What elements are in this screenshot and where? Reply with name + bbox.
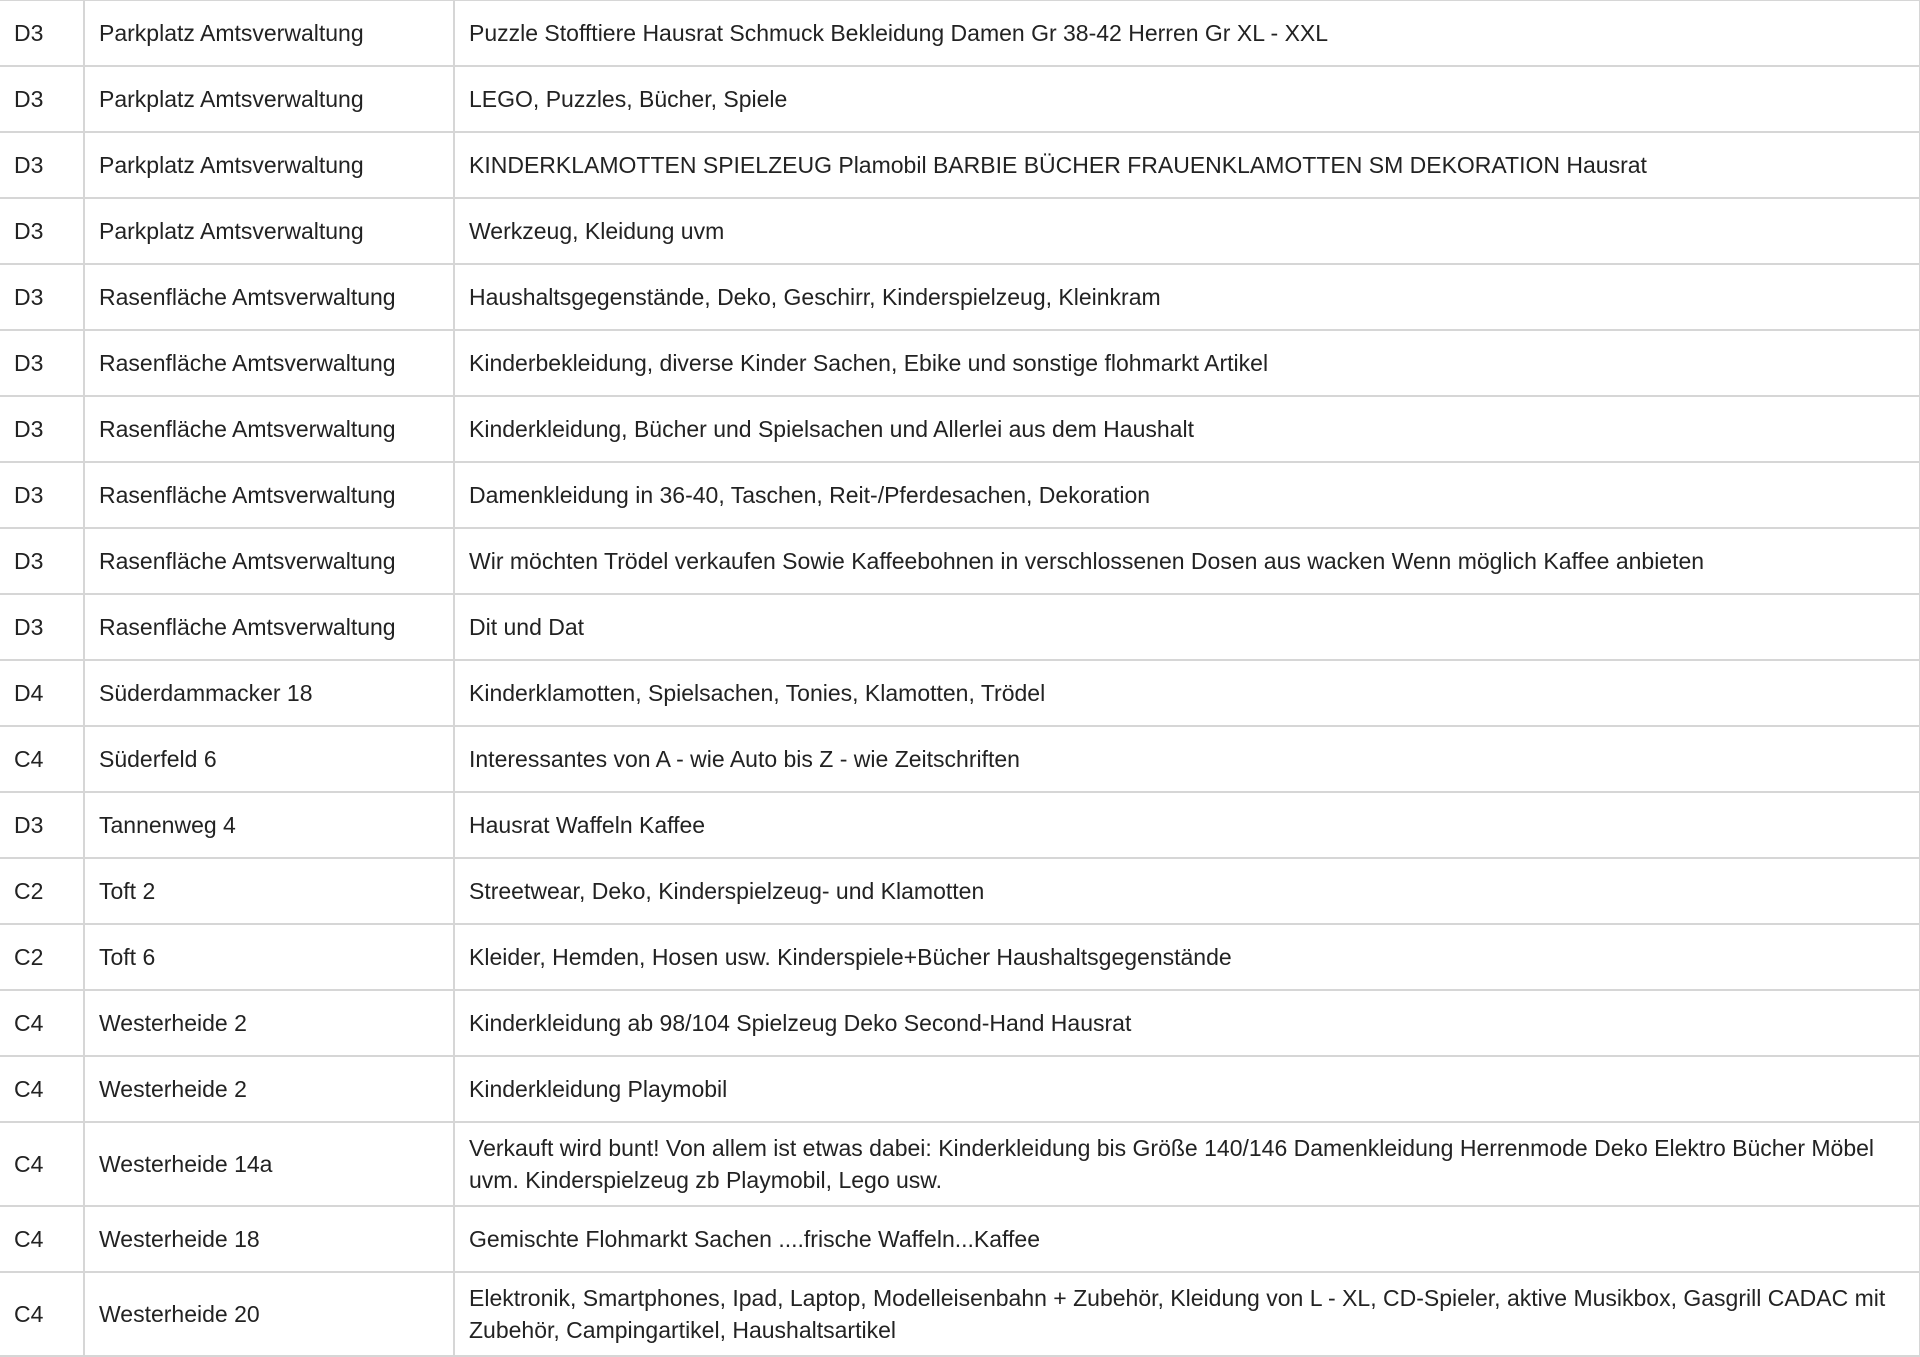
table-row — [0, 528, 1920, 594]
location-cell: Westerheide 14a — [84, 1122, 454, 1206]
items-cell: Puzzle Stofftiere Hausrat Schmuck Bekleidung Damen Gr 38-42 Herren Gr XL - XXL — [454, 0, 1920, 66]
sector-cell: D3 — [0, 0, 84, 66]
table-row — [0, 1272, 1920, 1356]
items-cell: Interessantes von A - wie Auto bis Z - wie Zeitschriften — [454, 726, 1920, 792]
items-cell: Damenkleidung in 36-40, Taschen, Reit-/Pferdesachen, Dekoration — [454, 462, 1920, 528]
table-row — [0, 594, 1920, 660]
table-row — [0, 792, 1920, 858]
table-row — [0, 462, 1920, 528]
sector-cell: C4 — [0, 1122, 84, 1206]
location-cell: Parkplatz Amtsverwaltung — [84, 0, 454, 66]
items-cell: Dit und Dat — [454, 594, 1920, 660]
sector-cell: C2 — [0, 858, 84, 924]
items-cell: Kleider, Hemden, Hosen usw. Kinderspiele+Bücher Haushaltsgegenstände — [454, 924, 1920, 990]
table-row — [0, 0, 1920, 66]
location-cell: Westerheide 20 — [84, 1272, 454, 1356]
items-cell: Hausrat Waffeln Kaffee — [454, 792, 1920, 858]
location-cell: Süderfeld 6 — [84, 726, 454, 792]
sector-cell: C4 — [0, 726, 84, 792]
table-row — [0, 198, 1920, 264]
location-cell: Westerheide 18 — [84, 1206, 454, 1272]
location-cell: Rasenfläche Amtsverwaltung — [84, 462, 454, 528]
sector-cell: C4 — [0, 990, 84, 1056]
table-row — [0, 132, 1920, 198]
location-cell: Rasenfläche Amtsverwaltung — [84, 528, 454, 594]
location-cell: Westerheide 2 — [84, 990, 454, 1056]
items-cell: Kinderkleidung Playmobil — [454, 1056, 1920, 1122]
sector-cell: D3 — [0, 396, 84, 462]
sector-cell: D3 — [0, 66, 84, 132]
location-cell: Parkplatz Amtsverwaltung — [84, 66, 454, 132]
table-row — [0, 66, 1920, 132]
location-cell: Parkplatz Amtsverwaltung — [84, 132, 454, 198]
table-row — [0, 924, 1920, 990]
location-cell: Tannenweg 4 — [84, 792, 454, 858]
items-cell: Gemischte Flohmarkt Sachen ....frische Waffeln...Kaffee — [454, 1206, 1920, 1272]
items-cell: Werkzeug, Kleidung uvm — [454, 198, 1920, 264]
sector-cell: C4 — [0, 1272, 84, 1356]
items-cell: Elektronik, Smartphones, Ipad, Laptop, Modelleisenbahn + Zubehör, Kleidung von L - XL, CD-Spieler, aktive Musikbox, Gasgrill CADAC mit Zubehör, Campingartikel, Haushaltsartikel — [454, 1272, 1920, 1356]
location-cell: Rasenfläche Amtsverwaltung — [84, 330, 454, 396]
table-row — [0, 396, 1920, 462]
table-row — [0, 1122, 1920, 1206]
sector-cell: C4 — [0, 1056, 84, 1122]
sector-cell: D3 — [0, 528, 84, 594]
sector-cell: D3 — [0, 462, 84, 528]
sector-cell: D3 — [0, 132, 84, 198]
location-cell: Süderdammacker 18 — [84, 660, 454, 726]
location-cell: Rasenfläche Amtsverwaltung — [84, 594, 454, 660]
items-cell: LEGO, Puzzles, Bücher, Spiele — [454, 66, 1920, 132]
location-cell: Westerheide 2 — [84, 1056, 454, 1122]
sector-cell: C4 — [0, 1206, 84, 1272]
table-row — [0, 330, 1920, 396]
sector-cell: D3 — [0, 330, 84, 396]
table-row — [0, 660, 1920, 726]
table-row — [0, 990, 1920, 1056]
table-row — [0, 1056, 1920, 1122]
items-cell: Kinderkleidung, Bücher und Spielsachen und Allerlei aus dem Haushalt — [454, 396, 1920, 462]
location-cell: Rasenfläche Amtsverwaltung — [84, 396, 454, 462]
location-cell: Parkplatz Amtsverwaltung — [84, 198, 454, 264]
sector-cell: D3 — [0, 264, 84, 330]
items-cell: Kinderbekleidung, diverse Kinder Sachen, Ebike und sonstige flohmarkt Artikel — [454, 330, 1920, 396]
sector-cell: D3 — [0, 594, 84, 660]
items-cell: Haushaltsgegenstände, Deko, Geschirr, Kinderspielzeug, Kleinkram — [454, 264, 1920, 330]
items-cell: Kinderkleidung ab 98/104 Spielzeug Deko Second-Hand Hausrat — [454, 990, 1920, 1056]
sector-cell: D3 — [0, 792, 84, 858]
table-row — [0, 1206, 1920, 1272]
location-cell: Toft 6 — [84, 924, 454, 990]
table-row — [0, 858, 1920, 924]
items-cell: Wir möchten Trödel verkaufen Sowie Kaffeebohnen in verschlossenen Dosen aus wacken Wenn möglich Kaffee anbieten — [454, 528, 1920, 594]
items-cell: Streetwear, Deko, Kinderspielzeug- und Klamotten — [454, 858, 1920, 924]
items-cell: Verkauft wird bunt! Von allem ist etwas dabei: Kinderkleidung bis Größe 140/146 Damenkleidung Herrenmode Deko Elektro Bücher Möbel uvm. Kinderspielzeug zb Playmobil, Lego usw. — [454, 1122, 1920, 1206]
sector-cell: D4 — [0, 660, 84, 726]
sector-cell: C2 — [0, 924, 84, 990]
table-row — [0, 726, 1920, 792]
items-cell: Kinderklamotten, Spielsachen, Tonies, Klamotten, Trödel — [454, 660, 1920, 726]
items-cell: KINDERKLAMOTTEN SPIELZEUG Plamobil BARBIE BÜCHER FRAUENKLAMOTTEN SM DEKORATION Hausrat — [454, 132, 1920, 198]
location-cell: Rasenfläche Amtsverwaltung — [84, 264, 454, 330]
location-cell: Toft 2 — [84, 858, 454, 924]
sector-cell: D3 — [0, 198, 84, 264]
table-row — [0, 264, 1920, 330]
